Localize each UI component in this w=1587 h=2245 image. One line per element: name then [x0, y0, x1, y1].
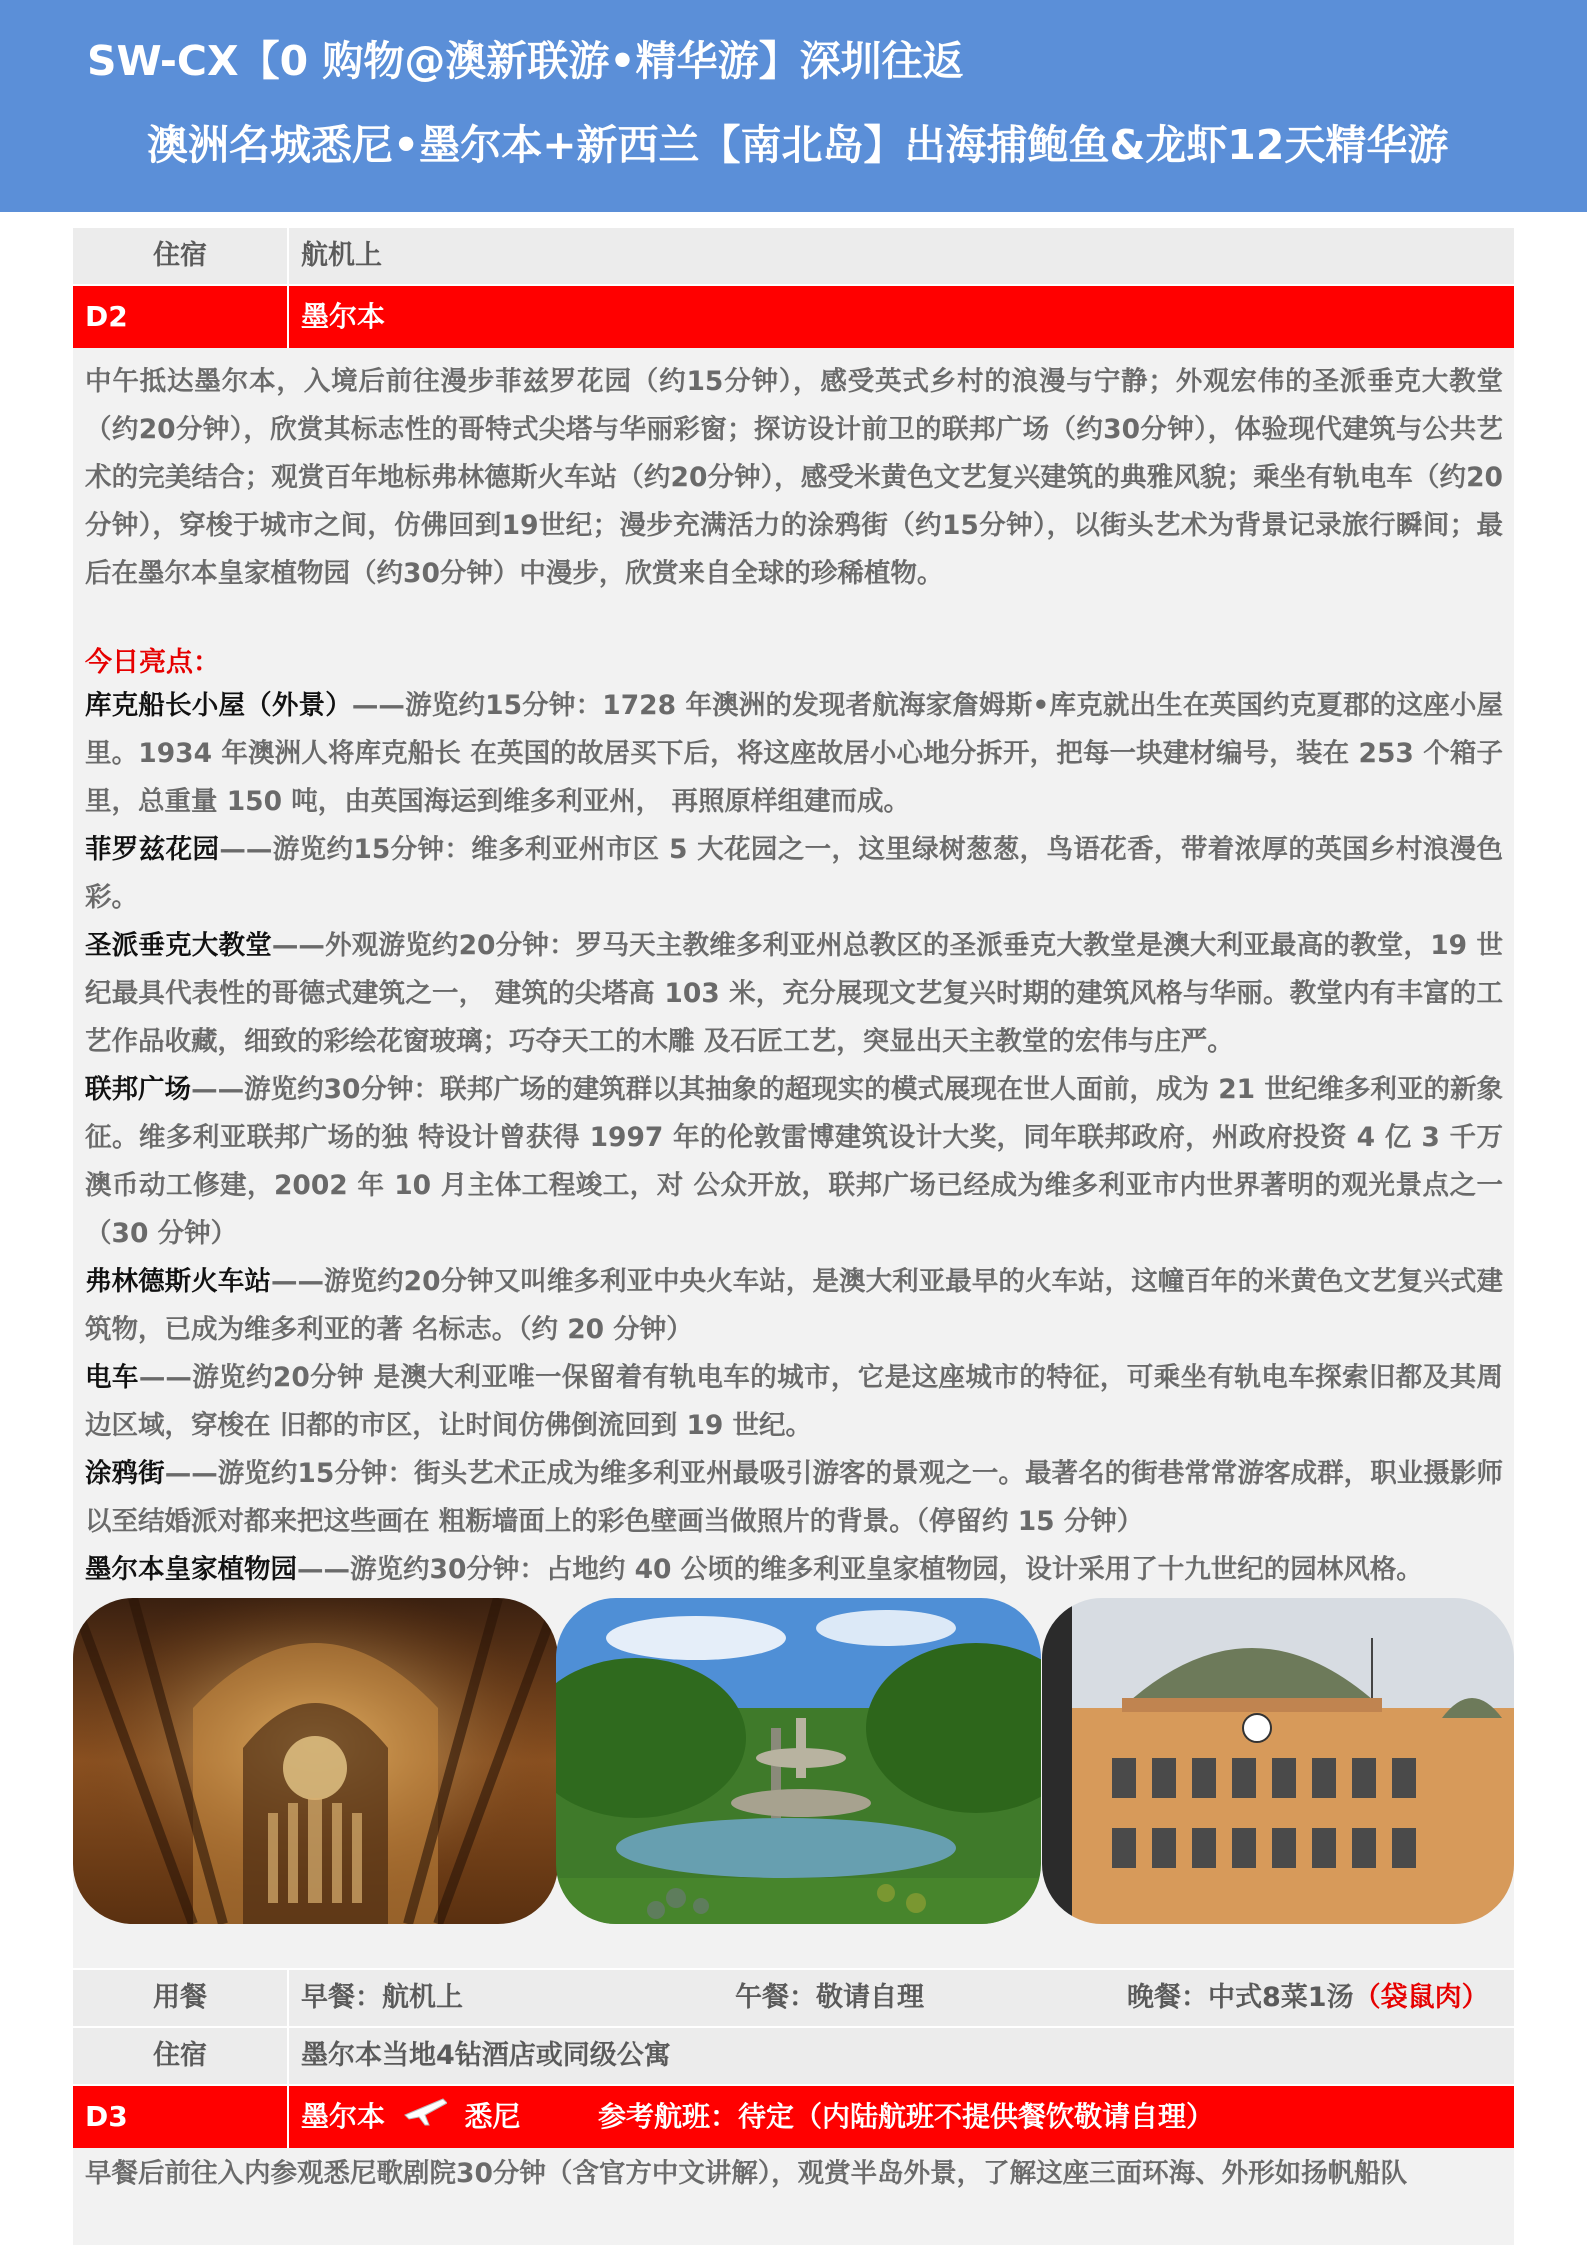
highlight-text: ——游览约15分钟：维多利亚州市区 5 大花园之一，这里绿树葱葱，鸟语花香，带着浓厚的英国乡村浪漫色彩。	[85, 834, 1503, 913]
highlight-text: ——游览约30分钟：联邦广场的建筑群以其抽象的超现实的模式展现在世人面前，成为 21 世纪维多利亚的新象征。维多利亚联邦广场的独 特设计曾获得 1997 年的伦敦雷博建筑设计大奖，同年联邦政府，州政府投资 4 亿 3 千万澳币动工修建，2002 年 10 月主体工程竣工，对 公众开放，联邦广场已经成为维多利亚市内世界著明的观光景点之一（30 分钟）	[85, 1074, 1503, 1249]
highlight-name: 弗林德斯火车站	[85, 1266, 271, 1297]
highlight-text: ——游览约15分钟：街头艺术正成为维多利亚州最吸引游客的景观之一。最著名的街巷常常游客成群，职业摄影师以至结婚派对都来把这些画在 粗粝墙面上的彩色壁画当做照片的背景。（停留约 15 分钟）	[85, 1458, 1503, 1537]
day-number: D3	[85, 2100, 128, 2133]
route-to: 悉尼	[464, 2100, 521, 2133]
stay-value: 墨尔本当地4钻酒店或同级公寓	[301, 2040, 671, 2071]
meals-row	[73, 1970, 1514, 2026]
highlight-text: ——游览约15分钟：1728 年澳洲的发现者航海家詹姆斯•库克就出生在英国约克夏郡的这座小屋里。1934 年澳洲人将库克船长 在英国的故居买下后，将这座故居小心地分拆开，把每一块建材编号，装在 253 个箱子里，总重量 150 吨，由英国海运到维多利亚州， 再照原样组建而成。	[85, 690, 1504, 817]
highlights-title: 今日亮点：	[85, 647, 220, 678]
lunch-text: 午餐：敬请自理	[735, 1982, 924, 2013]
highlight-name: 墨尔本皇家植物园	[85, 1554, 297, 1585]
highlight-item	[85, 826, 1503, 922]
dinner-note: （袋鼠肉）	[1353, 1982, 1489, 2013]
dinner-info	[1127, 1970, 1489, 2026]
highlight-text: ——游览约20分钟 是澳大利亚唯一保留着有轨电车的城市，它是这座城市的特征，可乘坐有轨电车探索旧都及其周边区域，穿梭在 旧都的市区，让时间仿佛倒流回到 19 世纪。	[85, 1362, 1504, 1441]
title-line-1: SW-CX【0 购物@澳新联游•精华游】深圳往返	[87, 37, 964, 85]
day-header-d2	[73, 286, 1514, 348]
title-line-2: 澳洲名城悉尼•墨尔本+新西兰【南北岛】出海捕鲍鱼&龙虾12天精华游	[147, 121, 1449, 169]
day-number: D2	[85, 300, 128, 333]
stay-label: 住宿	[73, 228, 289, 284]
divider	[287, 286, 289, 348]
flight-info: 参考航班：待定（内陆航班不提供餐饮敬请自理）	[598, 2100, 1215, 2133]
highlight-name: 涂鸦街	[85, 1458, 165, 1489]
divider	[287, 2086, 289, 2148]
dinner-text: 晚餐：中式8菜1汤	[1127, 1982, 1354, 2013]
cathedral-interior-photo	[73, 1598, 558, 1924]
highlight-text: ——外观游览约20分钟：罗马天主教维多利亚州总教区的圣派垂克大教堂是澳大利亚最高的教堂，19 世纪最具代表性的哥德式建筑之一， 建筑的尖塔高 103 米，充分展现文艺复兴时期的建筑风格与华丽。教堂内有丰富的工艺作品收藏，细致的彩绘花窗玻璃；巧夺天工的木雕 及石匠工艺，突显出天主教堂的宏伟与庄严。	[85, 930, 1503, 1057]
day-destination: 墨尔本	[301, 300, 386, 333]
day-content-d3	[73, 2148, 1514, 2245]
highlight-item	[85, 1066, 1503, 1258]
flinders-station-photo	[1042, 1598, 1514, 1924]
highlight-item	[85, 682, 1503, 826]
highlight-item	[85, 1450, 1503, 1546]
stay-value: 航机上	[301, 240, 382, 271]
day-route	[301, 2086, 1214, 2149]
highlight-name: 菲罗兹花园	[85, 834, 220, 865]
route-from: 墨尔本	[301, 2100, 386, 2133]
highlight-name: 联邦广场	[85, 1074, 192, 1105]
stay-label: 住宿	[73, 2028, 289, 2084]
highlight-text: ——游览约20分钟又叫维多利亚中央火车站，是澳大利亚最早的火车站，这幢百年的米黄色文艺复兴式建筑物，已成为维多利亚的著 名标志。（约 20 分钟）	[85, 1266, 1503, 1345]
highlight-name: 电车	[85, 1362, 139, 1393]
day-description: 中午抵达墨尔本，入境后前往漫步菲兹罗花园（约15分钟），感受英式乡村的浪漫与宁静；外观宏伟的圣派垂克大教堂（约20分钟），欣赏其标志性的哥特式尖塔与华丽彩窗；探访设计前卫的联邦广场（约30分钟），体验现代建筑与公共艺术的完美结合；观赏百年地标弗林德斯火车站（约20分钟），感受米黄色文艺复兴建筑的典雅风貌；乘坐有轨电车（约20分钟），穿梭于城市之间，仿佛回到19世纪；漫步充满活力的涂鸦街（约15分钟），以街头艺术为背景记录旅行瞬间；最后在墨尔本皇家植物园（约30分钟）中漫步，欣赏来自全球的珍稀植物。	[85, 366, 1503, 589]
highlight-name: 库克船长小屋（外景）	[85, 690, 352, 721]
breakfast-text: 早餐：航机上	[301, 1982, 463, 2013]
airplane-icon	[395, 2087, 455, 2149]
garden-fountain-photo	[556, 1598, 1041, 1924]
day-header-d3	[73, 2086, 1514, 2148]
stay-row-d2	[73, 2028, 1514, 2084]
highlight-item	[85, 1354, 1503, 1450]
highlight-item	[85, 1258, 1503, 1354]
highlight-name: 圣派垂克大教堂	[85, 930, 272, 961]
header-banner	[0, 0, 1587, 212]
highlight-text: ——游览约30分钟：占地约 40 公顷的维多利亚皇家植物园，设计采用了十九世纪的园林风格。	[297, 1554, 1423, 1585]
day-description: 早餐后前往入内参观悉尼歌剧院30分钟（含官方中文讲解），观赏半岛外景，了解这座三面环海、外形如扬帆船队	[85, 2158, 1408, 2189]
meals-label: 用餐	[73, 1970, 289, 2026]
highlight-item	[85, 922, 1503, 1066]
highlight-item	[85, 1546, 1503, 1594]
stay-row-d1	[73, 228, 1514, 284]
